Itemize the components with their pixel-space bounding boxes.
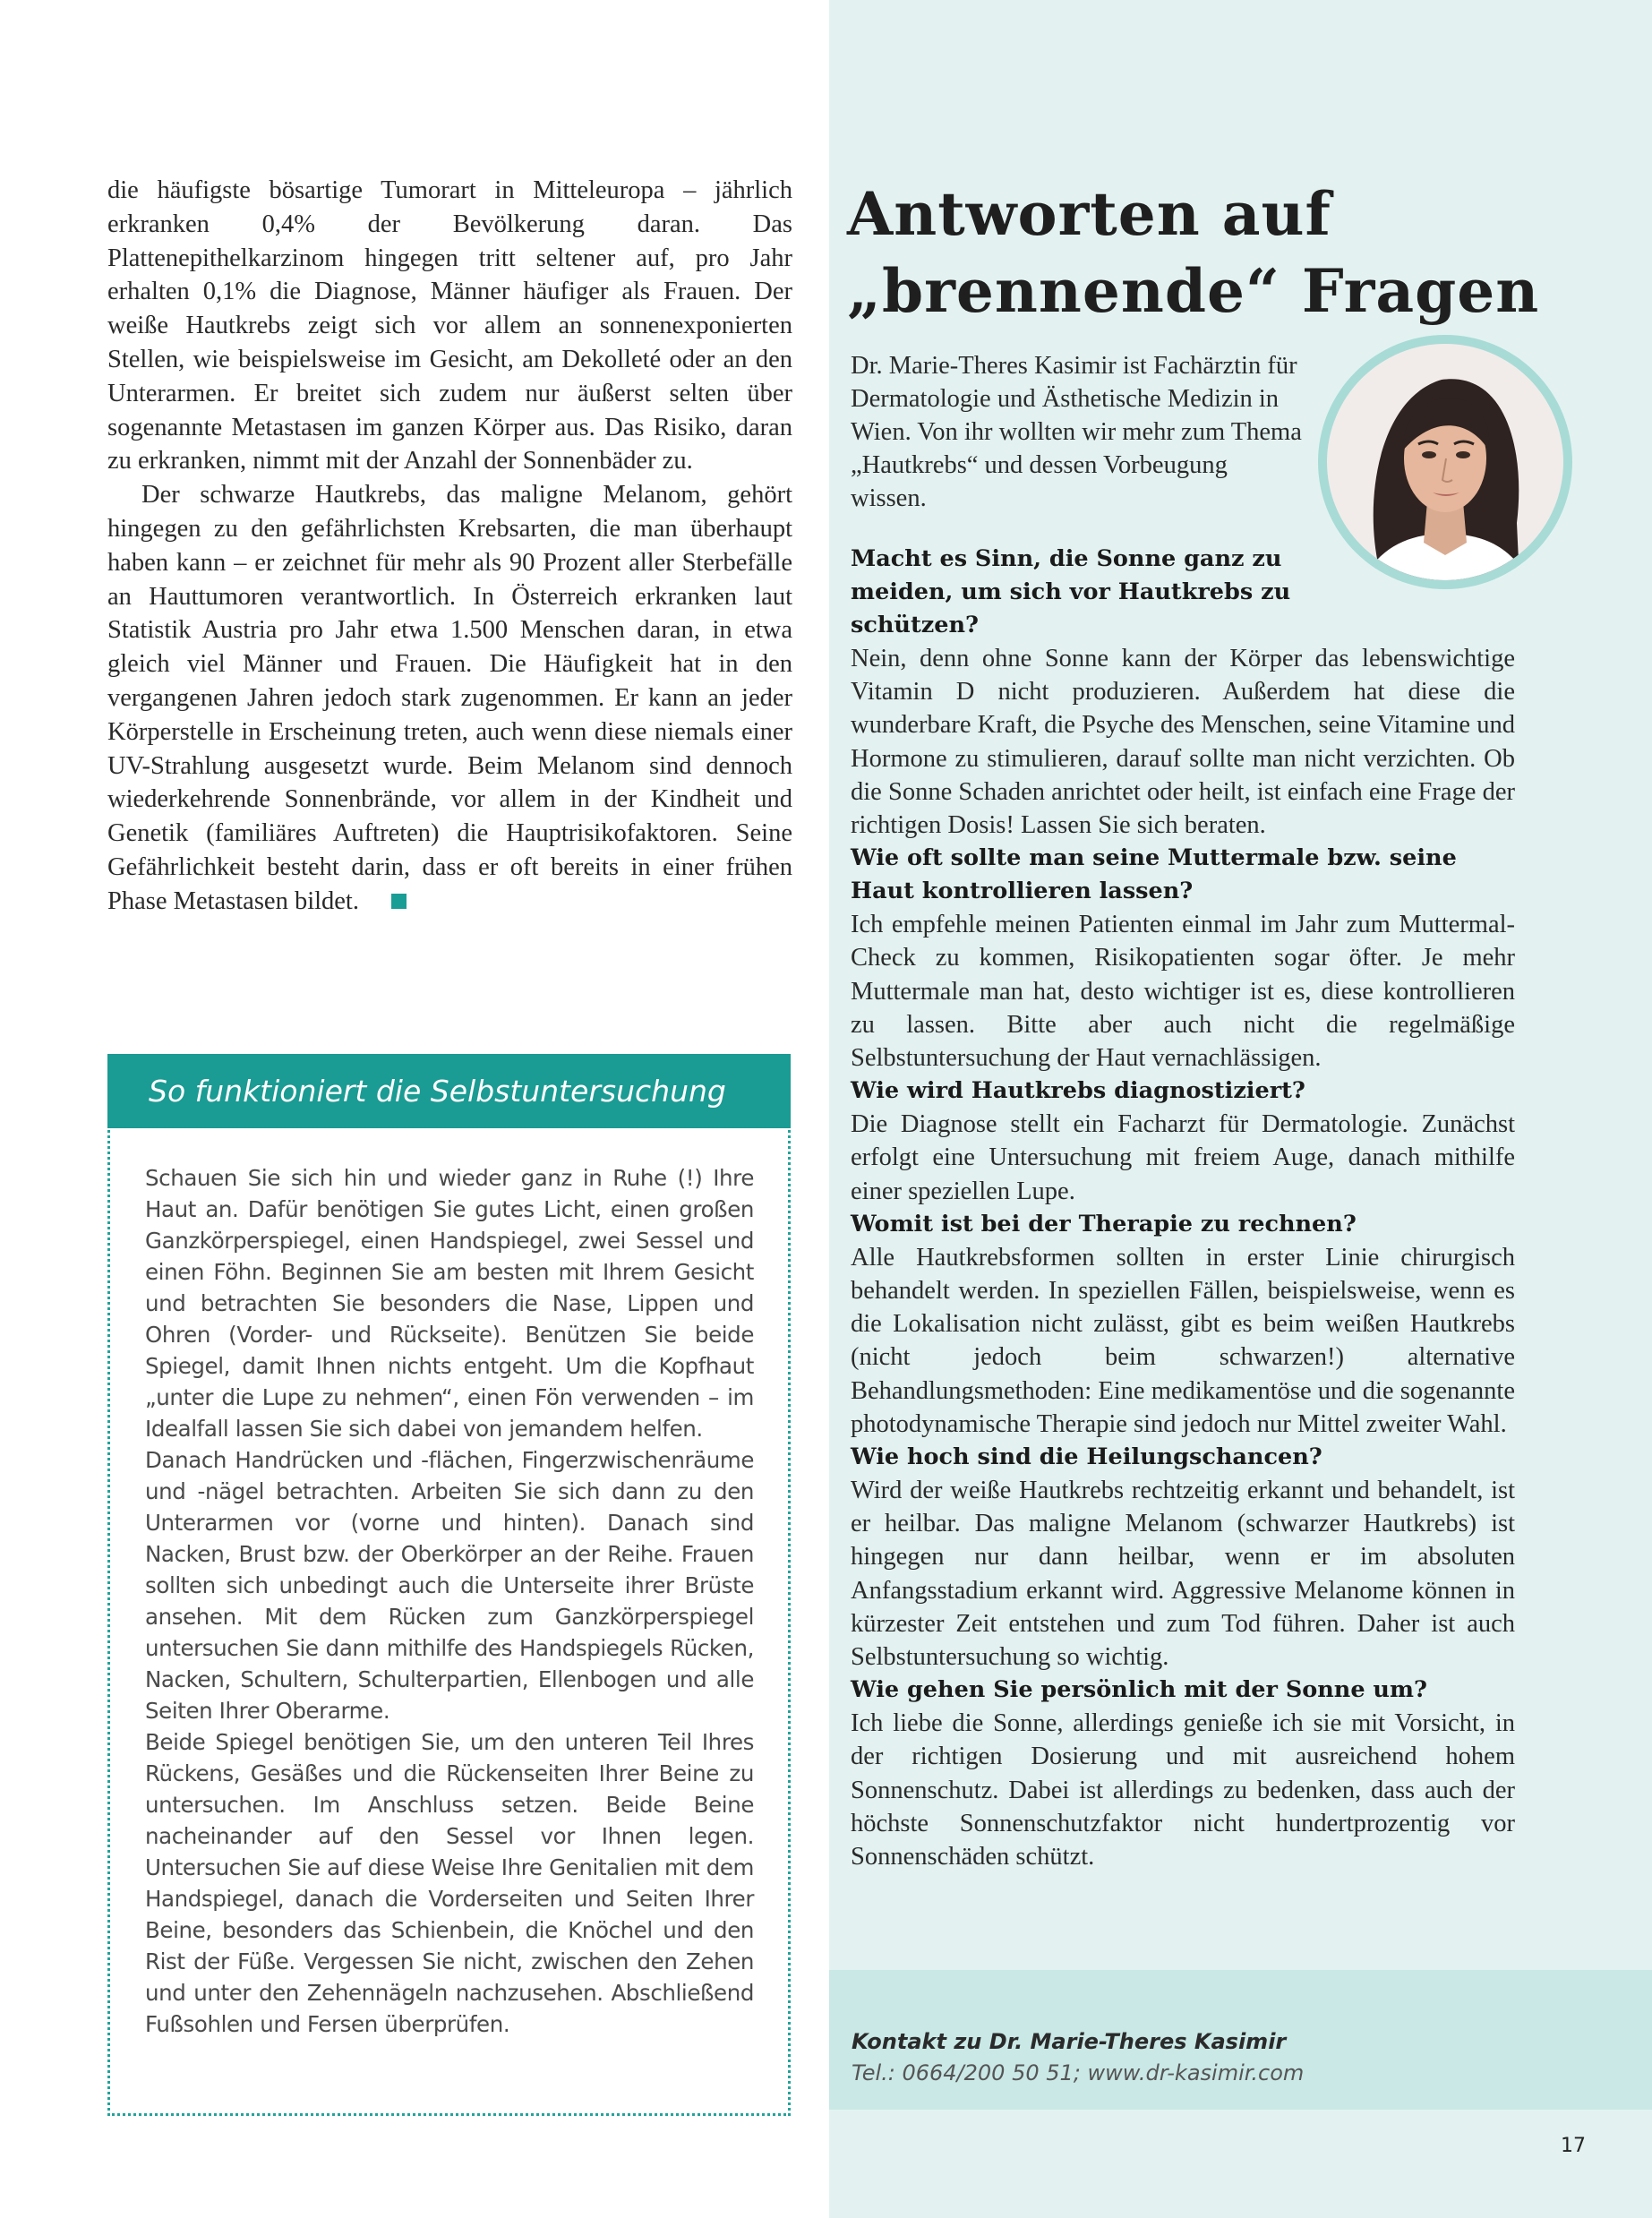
question-3: Wie wird Hautkrebs diagnostiziert?: [851, 1077, 1305, 1105]
answer-1: Nein, denn ohne Sonne kann der Körper das lebenswichtige Vitamin D nicht produzieren. Außerdem hat diese die wunderbare Kraft, die Psyche des Menschen, seine Vitamine und Hormone zu stimulieren, darauf sollte man nicht verzichten. Ob die Sonne Schaden anrichtet oder heilt, ist einfach eine Frage der richtigen Dosis! Lassen Sie sich beraten.: [851, 645, 1515, 840]
headline-line-1: Antworten auf: [847, 179, 1331, 249]
selfcheck-paragraph-2: Danach Handrücken und -flächen, Fingerzwischenräume und -nägel betrachten. Arbeiten Sie sich dann zu den Unterarmen vor (vorne und hinten). Danach sind Nacken, Brust bzw. der Oberkörper an der Reihe. Frauen sollten sich unbedingt auch die Unterseite ihrer Brüste ansehen. Mit dem Rücken zum Ganzkörperspiegel untersuchen Sie dann mithilfe des Handspiegels Rücken, Nacken, Schultern, Schulterpartien, Ellenbogen und alle Seiten Ihrer Oberarme.: [145, 1447, 754, 1724]
answer-2: Ich empfehle meinen Patienten einmal im Jahr zum Muttermal-Check zu kommen, Risikopatienten sogar öfter. Je mehr Muttermale man hat, desto wichtiger ist es, diese kontrollieren zu lassen. Bitte aber auch nicht die regelmäßige Selbstuntersuchung der Haut vernachlässigen.: [851, 911, 1515, 1073]
interview: [851, 543, 1515, 1873]
question-4: Womit ist bei der Therapie zu rechnen?: [851, 1210, 1357, 1237]
selfcheck-box-title: So funktioniert die Selbstuntersuchung: [107, 1054, 791, 1128]
question-6: Wie gehen Sie persönlich mit der Sonne um?: [851, 1676, 1427, 1704]
contact-name: Kontakt zu Dr. Marie-Theres Kasimir: [852, 2029, 1287, 2054]
contact-details: Tel.: 0664/200 50 51; www.dr-kasimir.com: [852, 2060, 1305, 2085]
question-1: Macht es Sinn, die Sonne ganz zu meiden, um sich vor Hautkrebs zu schützen?: [851, 545, 1291, 638]
page-number: 17: [1561, 2135, 1586, 2157]
left-article-column: [107, 174, 792, 919]
left-paragraph-2-text: Der schwarze Hautkrebs, das maligne Melanom, gehört hingegen zu den gefährlichsten Krebsarten, die man überhaupt haben kann – er zeichnet für mehr als 90 Prozent aller Sterbefälle an Hauttumoren verantwortlich. In Österreich erkranken laut Statistik Austria pro Jahr etwa 1.500 Menschen daran, in etwa gleich viel Männer und Frauen. Die Häufigkeit hat in den vergangenen Jahren jedoch stark zugenommen. Er kann an jeder Körperstelle in Erscheinung treten, auch wenn diese niemals einer UV-Strahlung ausgesetzt wurde. Beim Melanom sind dennoch wiederkehrende Sonnenbrände, vor allem in der Kindheit und Genetik (familiäres Auftreten) die Hauptrisikofaktoren. Seine Gefährlichkeit besteht darin, dass er oft bereits in einer frühen Phase Metastasen bildet.: [107, 481, 792, 915]
answer-6: Ich liebe die Sonne, allerdings genieße ich sie mit Vorsicht, in der richtigen Dosierung und mit ausreichend hohem Sonnenschutz. Dabei ist allerdings zu bedenken, dass auch der höchste Sonnenschutzfaktor nicht hundertprozentig vor Sonnenschäden schützt.: [851, 1709, 1515, 1871]
selfcheck-box: [107, 1054, 791, 2116]
answer-4: Alle Hautkrebsformen sollten in erster Linie chirurgisch behandelt werden. In speziellen Fällen, beispielsweise, wenn es die Lokalisation nicht zulässt, gibt es beim weißen Hautkrebs (nicht jedoch beim schwarzen!) alternative Behandlungsmethoden: Eine medikamentöse und die sogenannte photodynamische Therapie sind jedoch nur Mittel zweiter Wahl.: [851, 1243, 1515, 1438]
selfcheck-box-body: [145, 1162, 754, 2040]
article-headline: [847, 176, 1635, 330]
left-paragraph-1: die häufigste bösartige Tumorart in Mitteleuropa – jährlich erkranken 0,4% der Bevölkerung daran. Das Plattenepithelkarzinom hingegen tritt seltener auf, pro Jahr erhalten 0,1% die Diagnose, Männer häufiger als Frauen. Der weiße Hautkrebs zeigt sich vor allem an sonnenexponierten Stellen, wie beispielsweise im Gesicht, am Dekolleté oder an den Unterarmen. Er breitet sich zudem nur äußerst selten über sogenannte Metastasen im ganzen Körper aus. Das Risiko, daran zu erkranken, nimmt mit der Anzahl der Sonnenbäder zu.: [107, 176, 792, 475]
article-intro: Dr. Marie-Theres Kasimir ist Fachärztin für Dermatologie und Ästhetische Medizin in Wien. Von ihr wollten wir mehr zum Thema „Hautkrebs“ und dessen Vorbeugung wissen.: [851, 352, 1302, 512]
article-end-mark: [391, 894, 407, 909]
left-paragraph-2: [107, 478, 792, 918]
headline-line-2: „brennende“ Fragen: [847, 256, 1540, 326]
selfcheck-paragraph-3: Beide Spiegel benötigen Sie, um den unteren Teil Ihres Rückens, Gesäßes und die Rückenseiten Ihrer Beine zu untersuchen. Im Anschluss setzen. Beide Beine nacheinander auf den Sessel vor Ihnen legen. Untersuchen Sie auf diese Weise Ihre Genitalien mit dem Handspiegel, danach die Vorderseiten und Seiten Ihrer Beine, besonders das Schienbein, die Knöchel und den Rist der Füße. Vergessen Sie nicht, zwischen den Zehen und unter den Zehennägeln nachzusehen. Abschließend Fußsohlen und Fersen überprüfen.: [145, 1729, 754, 2037]
question-5: Wie hoch sind die Heilungschancen?: [851, 1443, 1322, 1471]
question-2: Wie oft sollte man seine Muttermale bzw. seine Haut kontrollieren lassen?: [851, 844, 1457, 905]
answer-5: Wird der weiße Hautkrebs rechtzeitig erkannt und behandelt, ist er heilbar. Das maligne Melanom (schwarzer Hautkrebs) ist hingegen nur dann heilbar, wenn er im absoluten Anfangsstadium erkannt wird. Aggressive Melanome können in kürzester Zeit entstehen und zum Tod führen. Daher ist auch Selbstuntersuchung so wichtig.: [851, 1477, 1515, 1672]
answer-3: Die Diagnose stellt ein Facharzt für Dermatologie. Zunächst erfolgt eine Untersuchung mit freiem Auge, danach mithilfe einer speziellen Lupe.: [851, 1110, 1515, 1205]
selfcheck-paragraph-1: Schauen Sie sich hin und wieder ganz in Ruhe (!) Ihre Haut an. Dafür benötigen Sie gutes Licht, einen großen Ganzkörperspiegel, einen Handspiegel, zwei Sessel und einen Föhn. Beginnen Sie am besten mit Ihrem Gesicht und betrachten Sie besonders die Nase, Lippen und Ohren (Vorder- und Rückseite). Benützen Sie beide Spiegel, damit Ihnen nichts entgeht. Um die Kopfhaut „unter die Lupe zu nehmen“, einen Fön verwenden – im Idealfall lassen Sie sich dabei von jemandem helfen.: [145, 1165, 754, 1442]
